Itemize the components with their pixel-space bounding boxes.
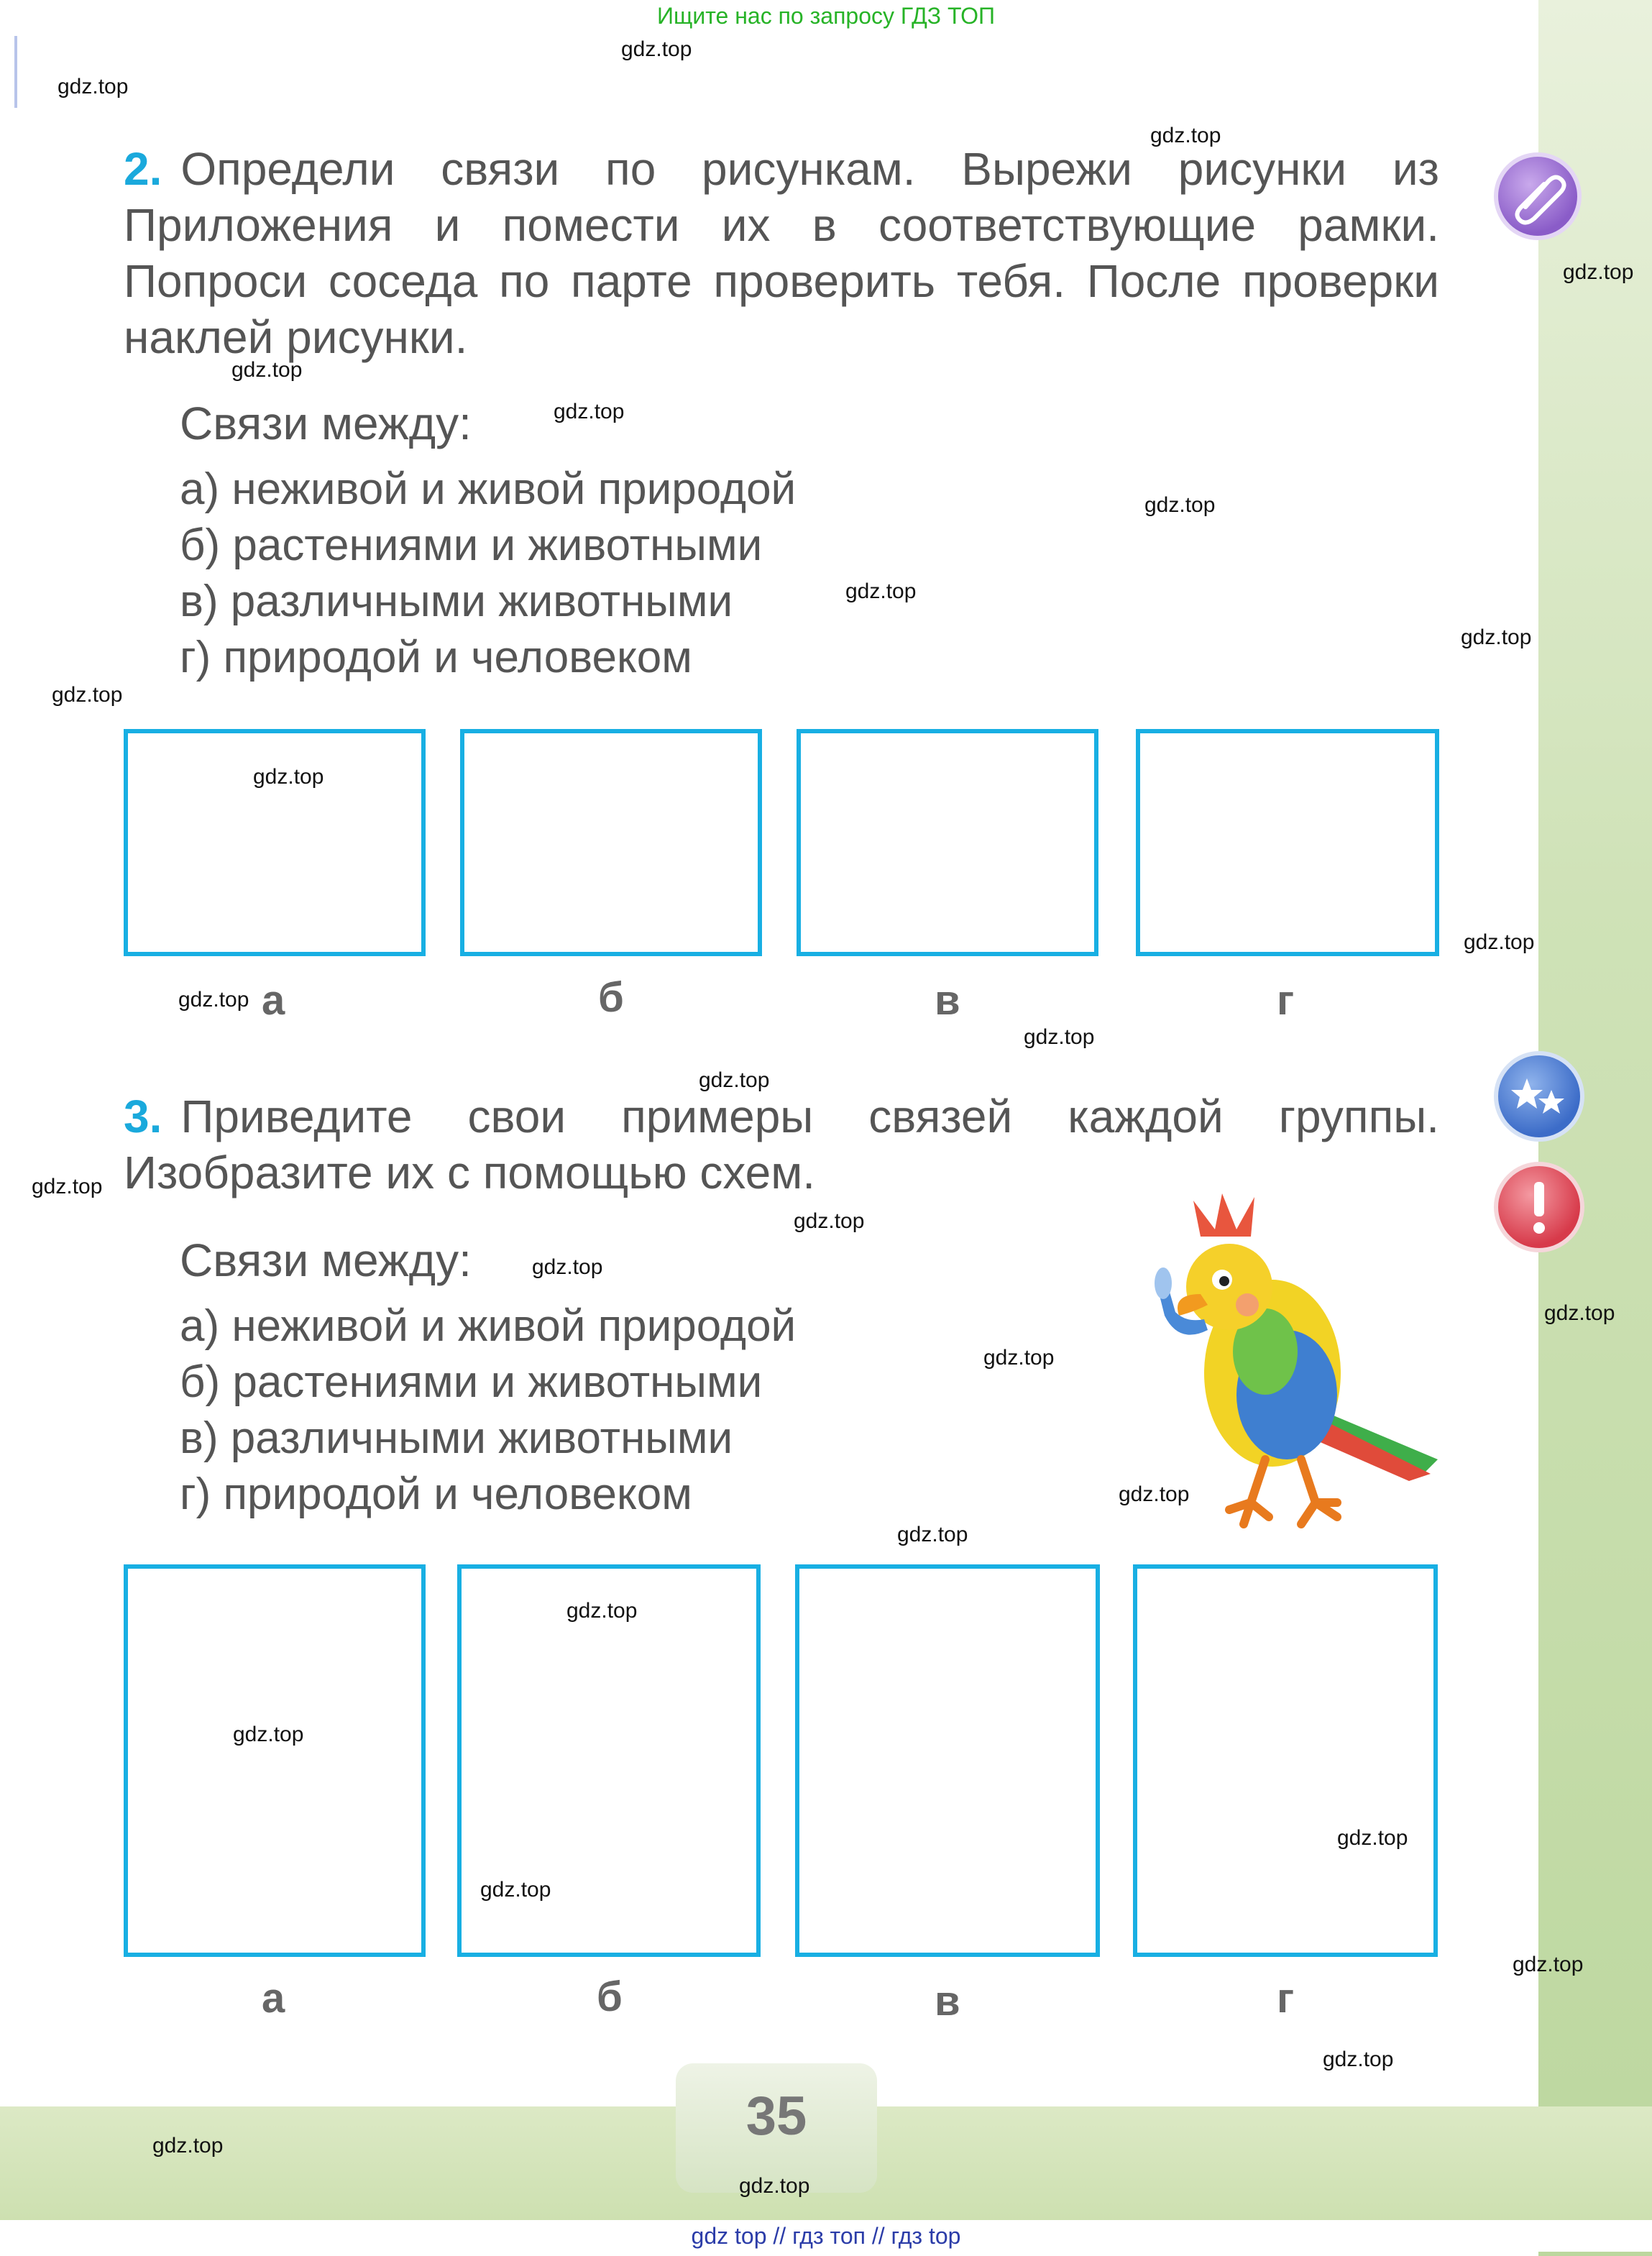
watermark: gdz.top <box>233 1723 304 1746</box>
watermark: gdz.top <box>1464 930 1535 954</box>
watermark: gdz.top <box>1323 2048 1394 2071</box>
task2-item-d: г) природой и человеком <box>180 633 692 682</box>
watermark: gdz.top <box>554 400 625 423</box>
task2-frame-c[interactable] <box>797 729 1098 956</box>
watermark: gdz.top <box>1544 1301 1615 1325</box>
watermark: gdz.top <box>178 988 249 1012</box>
task3-label-d: г <box>1277 1975 1295 2022</box>
task3-item-a: а) неживой и живой природой <box>180 1301 797 1351</box>
watermark: gdz.top <box>1150 124 1221 147</box>
task2-item-c: в) различными животными <box>180 577 733 626</box>
watermark: gdz.top <box>794 1209 865 1233</box>
watermark: gdz.top <box>621 37 692 61</box>
task3-label-b: б <box>597 1973 623 2020</box>
exclamation-icon <box>1494 1162 1584 1252</box>
parrot-illustration <box>1121 1186 1452 1531</box>
task3-item-d: г) природой и человеком <box>180 1469 692 1519</box>
watermark: gdz.top <box>1513 1953 1584 1976</box>
watermark: gdz.top <box>1337 1826 1408 1850</box>
task3-number: 3. <box>124 1091 162 1142</box>
watermark: gdz.top <box>1461 625 1532 649</box>
task3-frame-c[interactable] <box>795 1564 1100 1957</box>
top-banner[interactable]: Ищите нас по запросу ГДЗ ТОП <box>657 3 995 29</box>
watermark: gdz.top <box>253 765 324 789</box>
watermark: gdz.top <box>566 1599 638 1623</box>
watermark: gdz.top <box>52 683 123 707</box>
task2-text: Определи связи по рисункам. Вырежи рисунки из Приложения и помести их в соответствующие рамки. Попроси соседа по парте проверить тебя. После проверки наклей рисунки. <box>124 143 1439 363</box>
task3-text: Приведите свои примеры связей каждой группы. Изобразите их с помощью схем. <box>124 1091 1439 1198</box>
bottom-banner[interactable]: gdz top // гдз топ // гдз top <box>0 2220 1652 2252</box>
watermark: gdz.top <box>897 1523 968 1546</box>
paperclip-icon <box>1494 152 1582 240</box>
task3-label-c: в <box>935 1978 960 2025</box>
watermark: gdz.top <box>58 75 129 98</box>
task3-subhead: Связи между: <box>180 1234 472 1286</box>
task3-frame-d[interactable] <box>1133 1564 1438 1957</box>
task2-frame-b[interactable] <box>460 729 762 956</box>
task2-item-a: а) неживой и живой природой <box>180 464 797 514</box>
page-number: 35 <box>745 2086 807 2147</box>
task2-label-a: а <box>262 977 285 1024</box>
task2-frame-a[interactable] <box>124 729 426 956</box>
watermark: gdz.top <box>152 2134 224 2158</box>
watermark: gdz.top <box>699 1068 770 1092</box>
watermark: gdz.top <box>532 1255 603 1279</box>
task3-label-a: а <box>262 1975 285 2022</box>
task2-label-d: г <box>1277 977 1295 1024</box>
task3-instructions <box>124 1088 1439 1201</box>
task2-number: 2. <box>124 143 162 195</box>
task3-items <box>180 1298 796 1523</box>
task2-label-b: б <box>598 974 624 1021</box>
task2-label-c: в <box>935 977 960 1024</box>
page-spine-mark <box>14 36 17 108</box>
watermark: gdz.top <box>983 1346 1055 1370</box>
watermark: gdz.top <box>1119 1482 1190 1506</box>
watermark: gdz.top <box>32 1175 103 1198</box>
watermark: gdz.top <box>1024 1025 1095 1049</box>
task3-item-c: в) различными животными <box>180 1413 733 1463</box>
task2-items <box>180 462 796 686</box>
task3-frame-a[interactable] <box>124 1564 426 1957</box>
watermark: gdz.top <box>739 2174 810 2198</box>
task2-item-b: б) растениями и животными <box>180 521 763 570</box>
watermark: gdz.top <box>231 358 303 382</box>
task2-subhead: Связи между: <box>180 398 472 449</box>
task2-instructions <box>124 141 1439 365</box>
watermark: gdz.top <box>1144 493 1216 517</box>
task2-frame-d[interactable] <box>1136 729 1439 956</box>
task3-item-b: б) растениями и животными <box>180 1357 763 1407</box>
watermark: gdz.top <box>845 579 917 603</box>
watermark: gdz.top <box>1563 260 1634 284</box>
stars-icon <box>1494 1051 1584 1142</box>
watermark: gdz.top <box>480 1878 551 1902</box>
